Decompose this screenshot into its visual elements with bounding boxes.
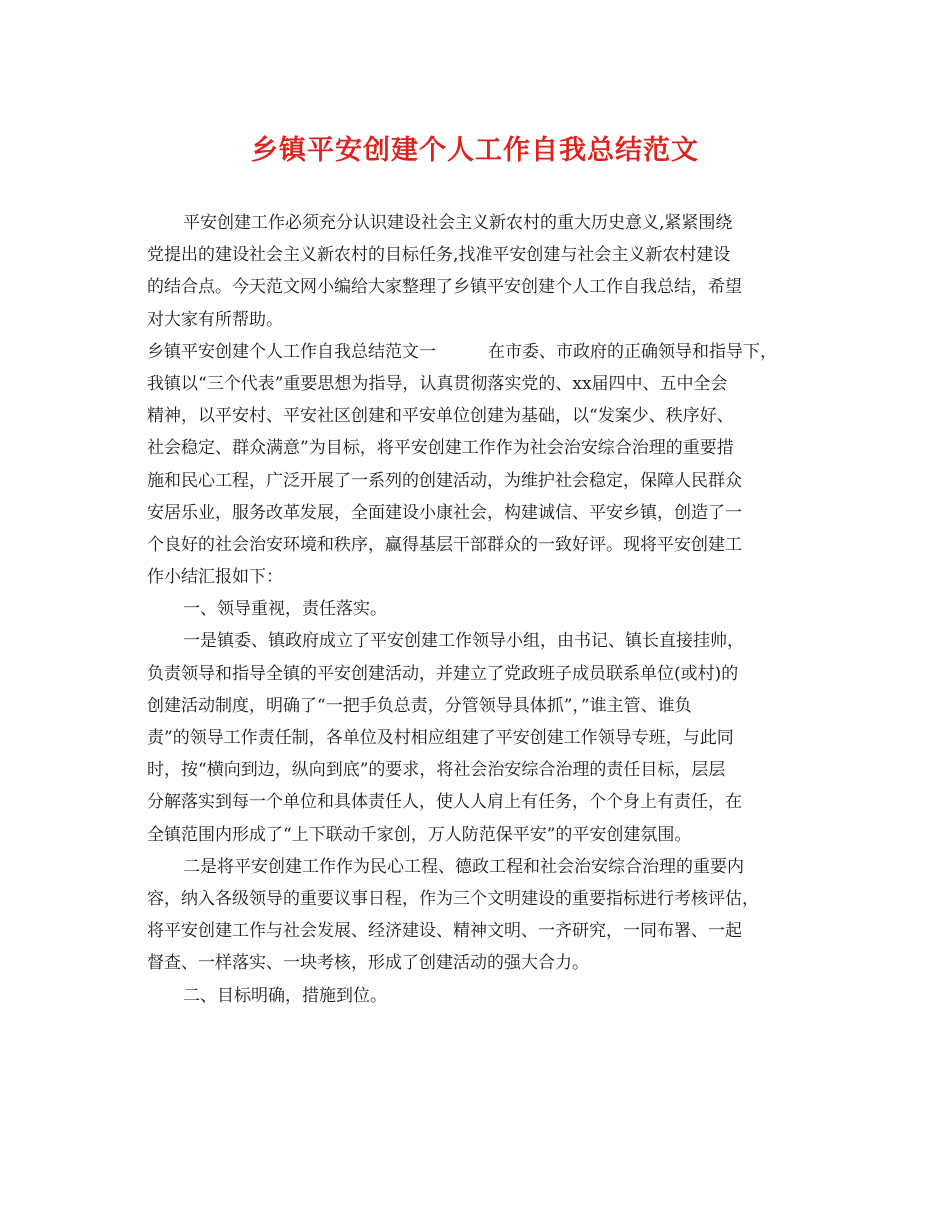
body-line: 时，按“横向到边，纵向到底”的要求，将社会治安综合治理的责任目标，层层 bbox=[147, 760, 726, 781]
body-line: 分解落实到每一个单位和具体责任人，使人人肩上有任务，个个身上有责任，在 bbox=[147, 792, 742, 813]
body-line: 精神，以平安村、平安社区创建和平安单位创建为基础，以“发案少、秩序好、 bbox=[147, 406, 734, 427]
body-line: 安居乐业，服务改革发展，全面建设小康社会，构建诚信、平安乡镇，创造了一 bbox=[147, 502, 742, 523]
body-line: 的结合点。今天范文网小编给大家整理了乡镇平安创建个人工作自我总结，希望 bbox=[147, 277, 742, 298]
section-heading: 乡镇平安创建个人工作自我总结范文一 bbox=[147, 341, 436, 362]
body-line: 施和民心工程，广泛开展了一系列的创建活动，为维护社会稳定，保障人民群众 bbox=[147, 470, 742, 491]
page-title: 乡镇平安创建个人工作自我总结范文 bbox=[251, 135, 699, 166]
body-line: 全镇范围内形成了“上下联动千家创，万人防范保平安”的平安创建氛围。 bbox=[147, 824, 692, 845]
subheading-2: 二、目标明确，措施到位。 bbox=[183, 985, 387, 1006]
body-line: 对大家有所帮助。 bbox=[147, 309, 283, 330]
body-line: 责”的领导工作责任制，各单位及村相应组建了平安创建工作领导专班，与此同 bbox=[147, 728, 734, 748]
section-heading-line bbox=[147, 336, 807, 368]
body-line: 党提出的建设社会主义新农村的目标任务,找准平安创建与社会主义新农村建设 bbox=[147, 245, 731, 266]
body-line: 容，纳入各级领导的重要议事日程，作为三个文明建设的重要指标进行考核评估， bbox=[147, 888, 759, 909]
body-line: 作小结汇报如下： bbox=[147, 567, 283, 588]
body-line: 将平安创建工作与社会发展、经济建设、精神文明、一齐研究，一同布署、一起 bbox=[147, 921, 742, 942]
body-line: 我镇以“三个代表”重要思想为指导，认真贯彻落实党的、xx届四中、五中全会 bbox=[147, 373, 728, 394]
body-line: 督查、一样落实、一块考核，形成了创建活动的强大合力。 bbox=[147, 953, 589, 974]
body-line: 个良好的社会治安环境和秩序，赢得基层干部群众的一致好评。现将平安创建工 bbox=[147, 534, 742, 555]
body-line: 社会稳定、群众满意”为目标，将平安创建工作作为社会治安综合治理的重要措 bbox=[147, 438, 734, 459]
body-line: 负责领导和指导全镇的平安创建活动，并建立了党政班子成员联系单位(或村)的 bbox=[147, 663, 739, 684]
subheading-1: 一、领导重视，责任落实。 bbox=[183, 599, 387, 620]
body-line: 二是将平安创建工作作为民心工程、德政工程和社会治安综合治理的重要内 bbox=[183, 856, 744, 877]
body-line: 平安创建工作必须充分认识建设社会主义新农村的重大历史意义,紧紧围绕 bbox=[183, 213, 733, 233]
document-body bbox=[147, 207, 807, 1012]
body-line: 一是镇委、镇政府成立了平安创建工作领导小组，由书记、镇长直接挂帅， bbox=[183, 631, 744, 652]
body-line: 创建活动制度，明确了“一把手负总责，分管领导具体抓”，”谁主管、谁负 bbox=[147, 695, 692, 716]
body-text: 在市委、市政府的正确领导和指导下， bbox=[488, 341, 777, 362]
